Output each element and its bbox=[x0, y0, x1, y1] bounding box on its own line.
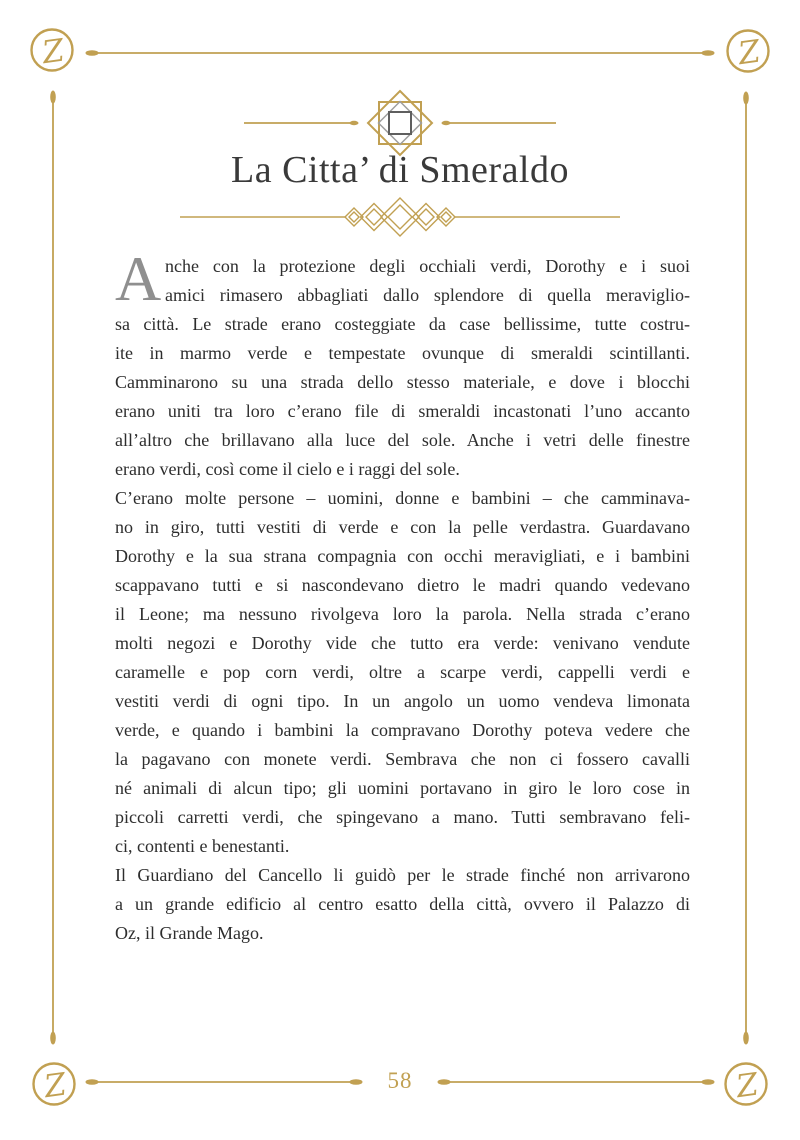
border-teardrop-icon bbox=[50, 1032, 56, 1045]
text-line: a un grande edificio al centro esatto della città, ovvero il Palazzo di bbox=[115, 894, 690, 914]
text-line: Il Guardiano del Cancello li guidò per le strade finché non arrivarono bbox=[115, 865, 690, 885]
drop-cap: A bbox=[115, 243, 162, 314]
text-line: amici rimasero abbagliati dallo splendore di quella meraviglio- bbox=[165, 285, 690, 305]
text-line: nche con la protezione degli occhiali verdi, Dorothy e i suoi bbox=[165, 256, 690, 276]
border-teardrop-icon bbox=[743, 92, 749, 105]
paragraph bbox=[115, 243, 690, 484]
text-line: no in giro, tutti vestiti di verde e con la pelle verdastra. Guardavano bbox=[115, 517, 690, 537]
text-line: né animali di alcun tipo; gli uomini portavano in giro le loro cose in bbox=[115, 778, 690, 798]
svg-text:Z: Z bbox=[734, 1066, 761, 1106]
text-line: scappavano tutti e si nascondevano dietro le madri quando vedevano bbox=[115, 575, 690, 595]
text-line: all’altro che brillavano alla luce del sole. Anche i vetri delle finestre bbox=[115, 430, 690, 450]
text-line: Dorothy e la sua strana compagnia con occhi meravigliati, e i bambini bbox=[115, 546, 690, 566]
text-line: Camminarono su una strada dello stesso materiale, e dove i blocchi bbox=[115, 372, 690, 392]
border-teardrop-icon bbox=[50, 91, 56, 104]
text-line: Oz, il Grande Mago. bbox=[115, 923, 264, 943]
text-line: C’erano molte persone – uomini, donne e bambini – che camminava- bbox=[115, 488, 690, 508]
svg-text:Z: Z bbox=[42, 1066, 69, 1106]
text-line: molti negozi e Dorothy vide che tutto era verde: venivano vendute bbox=[115, 633, 690, 653]
border-teardrop-icon bbox=[743, 1032, 749, 1045]
text-line: ite in marmo verde e tempestate ovunque di smeraldi scintillanti. bbox=[115, 343, 690, 363]
diamond-divider-icon bbox=[180, 195, 620, 239]
text-line: piccoli carretti verdi, che spingevano a mano. Tutti sembravano feli- bbox=[115, 807, 690, 827]
oz-monogram-icon-top-left bbox=[32, 30, 73, 72]
chapter-text bbox=[115, 243, 690, 948]
text-line: ci, contenti e benestanti. bbox=[115, 836, 290, 856]
oz-monogram-icon-top-right bbox=[728, 31, 769, 73]
svg-text:Z: Z bbox=[40, 32, 67, 72]
border-teardrop-icon bbox=[86, 50, 99, 56]
text-line: vestiti verdi di ogni tipo. In un angolo un uomo vendeva limonata bbox=[115, 691, 690, 711]
text-line: sa città. Le strade erano costeggiate da case bellissime, tutte costru- bbox=[115, 314, 690, 334]
paragraph bbox=[115, 484, 690, 861]
paragraph bbox=[115, 861, 690, 948]
text-line: caramelle e pop corn verdi, oltre a scarpe verdi, cappelli verdi e bbox=[115, 662, 690, 682]
text-line: il Leone; ma nessuno rivolgeva loro la parola. Nella strada c’erano bbox=[115, 604, 690, 624]
svg-text:Z: Z bbox=[736, 33, 763, 73]
text-line: erano verdi, così come il cielo e i raggi del sole. bbox=[115, 459, 460, 479]
chapter-title: La Citta’ di Smeraldo bbox=[231, 149, 569, 191]
text-line: erano uniti tra loro c’erano file di smeraldi incastonati l’uno accanto bbox=[115, 401, 690, 421]
text-line: la pagavano con monete verdi. Sembrava che non ci fossero cavalli bbox=[115, 749, 690, 769]
page-number: 58 bbox=[387, 1068, 413, 1093]
border-teardrop-icon bbox=[702, 50, 715, 56]
text-line: verde, e quando i bambini la compravano Dorothy poteva vedere che bbox=[115, 720, 690, 740]
